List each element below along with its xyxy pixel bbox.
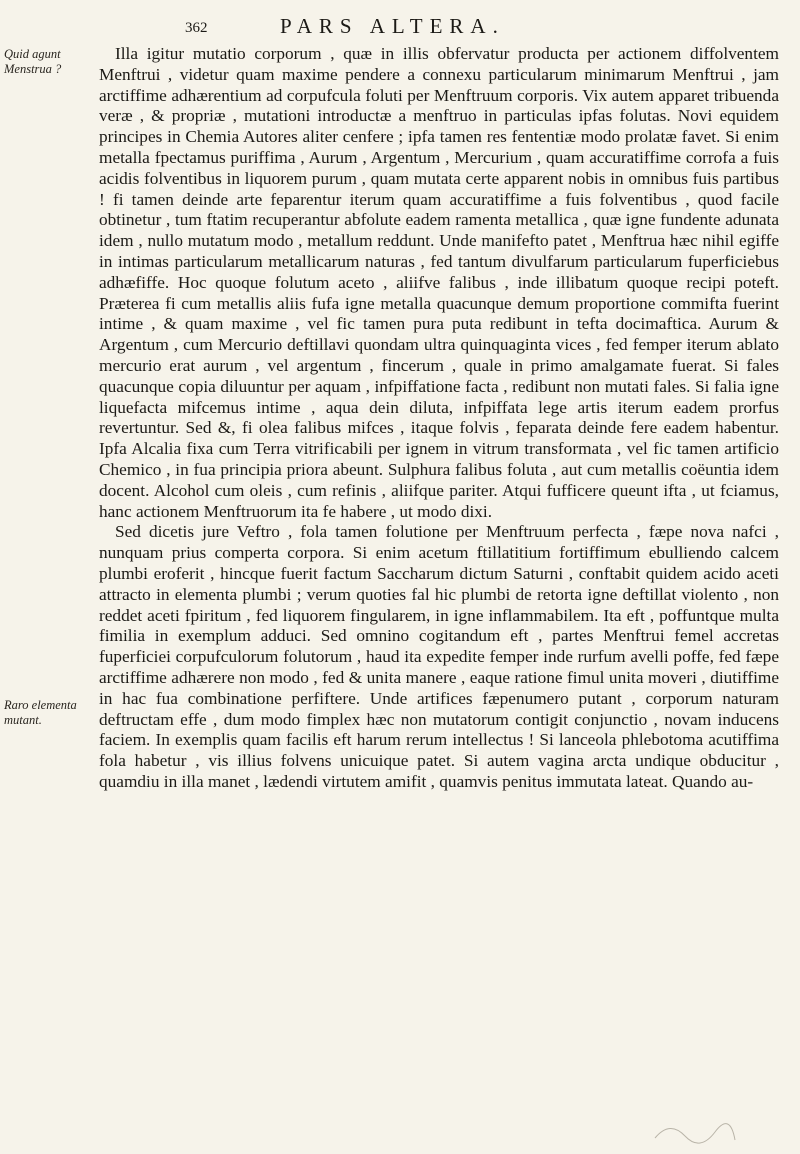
page-number: 362: [185, 20, 208, 36]
margin-note-raro-elementa: Raro elementa mutant.: [4, 698, 77, 727]
paragraph-1: Illa igitur mutatio corporum , quæ in illis obfervatur producta per actionem diffolventem Menftrui , videtur quam maxime pendere a connexu particularum minimarum Menftrui , jam arctiffime adhærentium ad corpufcula foluti per Menftruum corporis. Vix autem apparet tribuenda veræ , & propriæ , mutationi introductæ a menftruo in particulas ipfas folutas. Novi equidem principes in Chemia Autores aliter cenfere ; ipfa tamen res fententiæ modo prolatæ favet. Si enim metalla fpectamus puriffima , Aurum , Argentum , Mercurium , quam accuratiffime corrofa a fuis acidis folventibus in liquorem purum , quam mutata certe apparent nobis in omnibus fuis partibus ! fi tamen deinde arte feparentur iterum quam accuratiffime a fuis folventibus , quod facile obtinetur , tum ftatim recuperantur abfolute eadem ramenta metallica , quæ igne fundente adunata idem , nullo mutatum modo , metallum reddunt. Unde manifefto patet , Menftrua hæc nihil egiffe in intimas particularum metallicarum naturas , fed tantum divulfarum particularum fuperficiebus adhæfiffe. Hoc quoque folutum aceto , aliifve falibus , inde illibatum quoque recipi poteft. Præterea fi cum metallis aliis fufa igne metalla quacunque demum proportione commifta fuerint intime , & quam maxime , vel fic tamen pura puta redibunt in tefta docimaftica. Aurum & Argentum , cum Mercurio deftillavi quondam ultra quinquaginta vices , fed femper iterum ablato mercurio erat aurum , vel argentum , fincerum , quale in primo amalgamate fuerat. Si fales quacunque copia diluuntur per aquam , infpiffatione facta , redibunt non mutati fales. Si falia igne liquefacta mifcemus intime , aqua dein diluta, infpiffata lege artis iterum eadem prorfus revertuntur. Sed &, fi olea falibus mifces , itaque folvis , feparata deinde fere eadem habentur. Ipfa Alcalia fixa cum Terra vitrificabili per ignem in vitrum transformata , vel fic tamen artificio Chemico , in fua principia priora abeunt. Sulphura falibus foluta , aut cum metallis coëuntia idem docent. Alcohol cum oleis , cum refinis , aliifque pariter. Atqui fufficere queunt ifta , ut fciamus, hanc actionem Menftruorum ita fe habere , ut modo dixi.: [99, 44, 779, 521]
ink-flourish-mark: [650, 1110, 740, 1150]
paragraph-2: Sed dicetis jure Veftro , fola tamen folutione per Menftruum perfecta , fæpe nova nafci , nunquam prius comperta corpora. Si enim acetum ftillatitium fortiffimum ebulliendo calcem plumbi eroferit , hincque fuerit factum Saccharum dictum Saturni , conftabit quidem acido aceti attracto in elementa plumbi ; verum quoties fal hic plumbi de retorta igne deftillat violento , non reddet aceti fpiritum , fed liquorem fingularem, in igne inflammabilem. Ita eft , poffuntque multa fimilia in exemplum adduci. Sed omnino cogitandum eft , partes Menftrui femel accretas fuperficiei corpufculorum folutorum , haud ita expedite femper inde rurfum avelli poffe, fed fæpe arctiffime adhærere non modo , fed & unita manere , eaque ratione fimul unita moveri , diutiffime in hac fua combinatione perfiftere. Unde artifices fæpenumero putant , corporum naturam deftructam effe , dum modo fimplex hæc non mutatorum contigit conjunctio , novam inducens faciem. In exemplis quam facilis eft harum rerum intellectus ! Si lanceola phlebotoma acutiffima fola habetur , vis illius folvens unicuique patet. Si autem vagina arcta undique obducitur , quamdiu in illa manet , lædendi virtutem amifit , quamvis penitus immutata lateat. Quando au-: [99, 522, 779, 791]
running-title: PARS ALTERA.: [280, 14, 505, 38]
body-text: [99, 44, 779, 793]
page-header: [0, 14, 800, 40]
margin-note-quid-agunt: Quid agunt Menstrua ?: [4, 47, 62, 76]
